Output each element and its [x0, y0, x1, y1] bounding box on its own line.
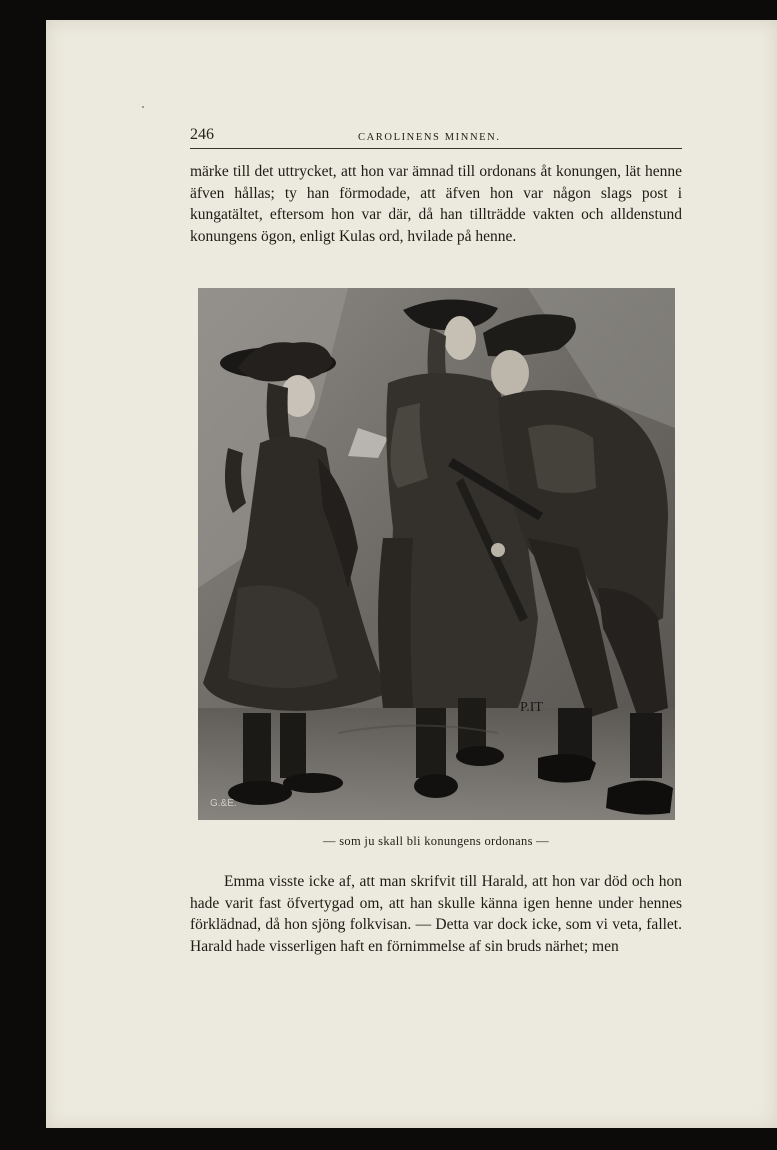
paragraph-top: märke till det uttrycket, att hon var ämnad till ordonans åt konungen, lät henne äfven hållas; ty han förmodade, att äfven hon var någon slags post i kungatältet, eftersom hon var där, då han tillträdde vakten och alldenstund konungens ögon, enligt Kulas ord, hvilade på henne.: [190, 163, 682, 245]
artist-signature: P.IT: [520, 700, 543, 715]
paragraph-bottom: Emma visste icke af, att man skrifvit till Harald, att hon var död och hon hade varit fast öfvertygad om, att han skulle känna igen henne under hennes förklädnad, då hon sjöng folkvisan. — Detta var dock icke, som vi veta, fallet. Harald hade visserligen haft en förnimmelse af sin bruds närhet; men: [190, 873, 682, 955]
running-head: CAROLINENS MINNEN.: [358, 132, 501, 143]
page-sheet: [46, 20, 777, 1128]
page-header: [190, 124, 682, 149]
illustration-drawing: [198, 288, 675, 820]
engraver-mark: G.&E.: [210, 798, 237, 809]
page-number: 246: [190, 126, 214, 143]
speck: [142, 106, 144, 108]
illustration: [198, 288, 675, 820]
illustration-caption: — som ju skall bli konungens ordonans —: [323, 834, 549, 848]
